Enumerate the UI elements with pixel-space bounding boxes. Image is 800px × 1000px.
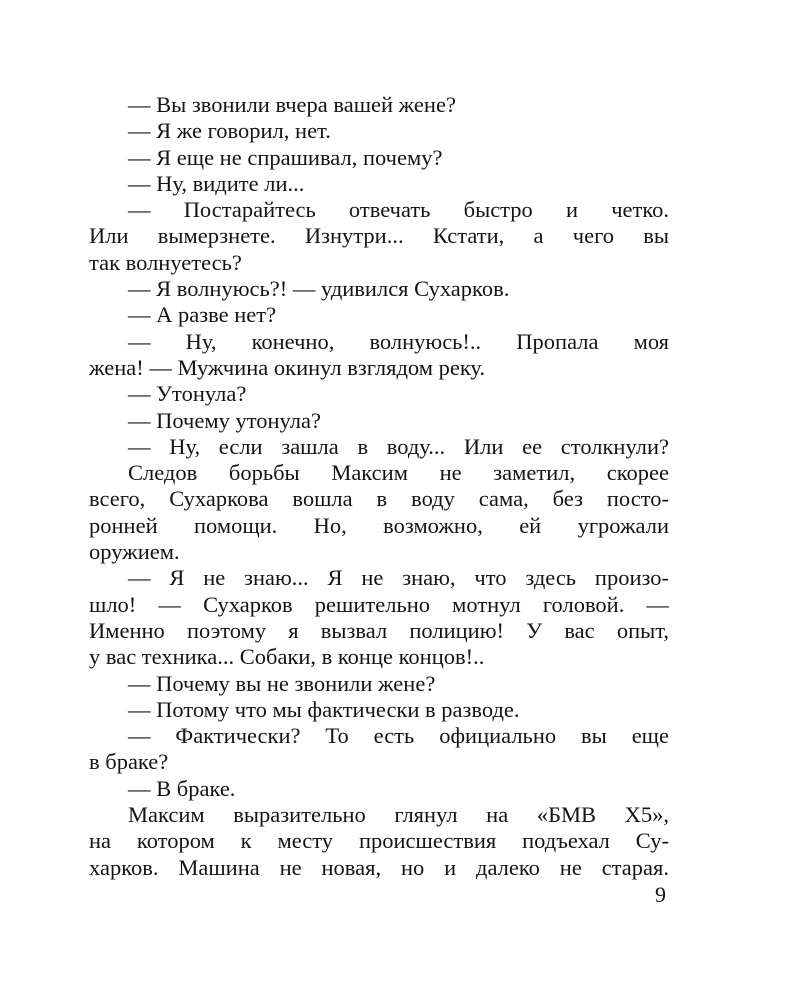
text-line: харков. Машина не новая, но и далеко не старая.	[89, 854, 669, 880]
page-number: 9	[655, 882, 666, 907]
text-line: так волнуетесь?	[89, 249, 242, 275]
text-line: — Я волнуюсь?! — удивился Сухарков.	[128, 276, 510, 302]
text-line: Или вымерзнете. Изнутри... Кстати, а чего вы	[89, 223, 669, 249]
text-line: — Потому что мы фактически в разводе.	[128, 696, 520, 722]
text-line: — Почему утонула?	[128, 407, 321, 433]
text-line: на котором к месту происшествия подъехал Су-	[89, 828, 669, 854]
text-line: в браке?	[89, 749, 169, 775]
text-line: — А разве нет?	[128, 302, 277, 328]
text-line: — Я же говорил, нет.	[128, 118, 331, 144]
text-line: — Ну, конечно, волнуюсь!.. Пропала моя	[128, 328, 669, 354]
body-text	[89, 92, 669, 881]
text-line: оружием.	[89, 539, 180, 565]
text-line: шло! — Сухарков решительно мотнул головой. —	[89, 591, 669, 617]
text-line: Следов борьбы Максим не заметил, скорее	[128, 460, 669, 486]
text-line: — Вы звонили вчера вашей жене?	[128, 92, 456, 117]
text-line: — Ну, если зашла в воду... Или ее столкнули?	[128, 433, 669, 459]
text-line: — Я не знаю... Я не знаю, что здесь произо-	[128, 565, 669, 591]
text-line: — Я еще не спрашивал, почему?	[128, 144, 443, 170]
text-line: — В браке.	[128, 775, 236, 801]
text-line: всего, Сухаркова вошла в воду сама, без посто-	[89, 486, 669, 512]
text-line: Максим выразительно глянул на «БМВ X5»,	[128, 802, 669, 828]
text-line: — Почему вы не звонили жене?	[128, 670, 436, 696]
text-line: Именно поэтому я вызвал полицию! У вас опыт,	[89, 617, 669, 643]
text-line: — Утонула?	[128, 381, 247, 407]
text-line: жена! — Мужчина окинул взглядом реку.	[89, 354, 486, 380]
text-line: ронней помощи. Но, возможно, ей угрожали	[89, 512, 669, 538]
text-line: — Ну, видите ли...	[128, 170, 305, 196]
text-line: — Постарайтесь отвечать быстро и четко.	[128, 197, 669, 223]
text-line: — Фактически? То есть официально вы еще	[128, 723, 669, 749]
text-line: у вас техника... Собаки, в конце концов!..	[89, 644, 485, 670]
